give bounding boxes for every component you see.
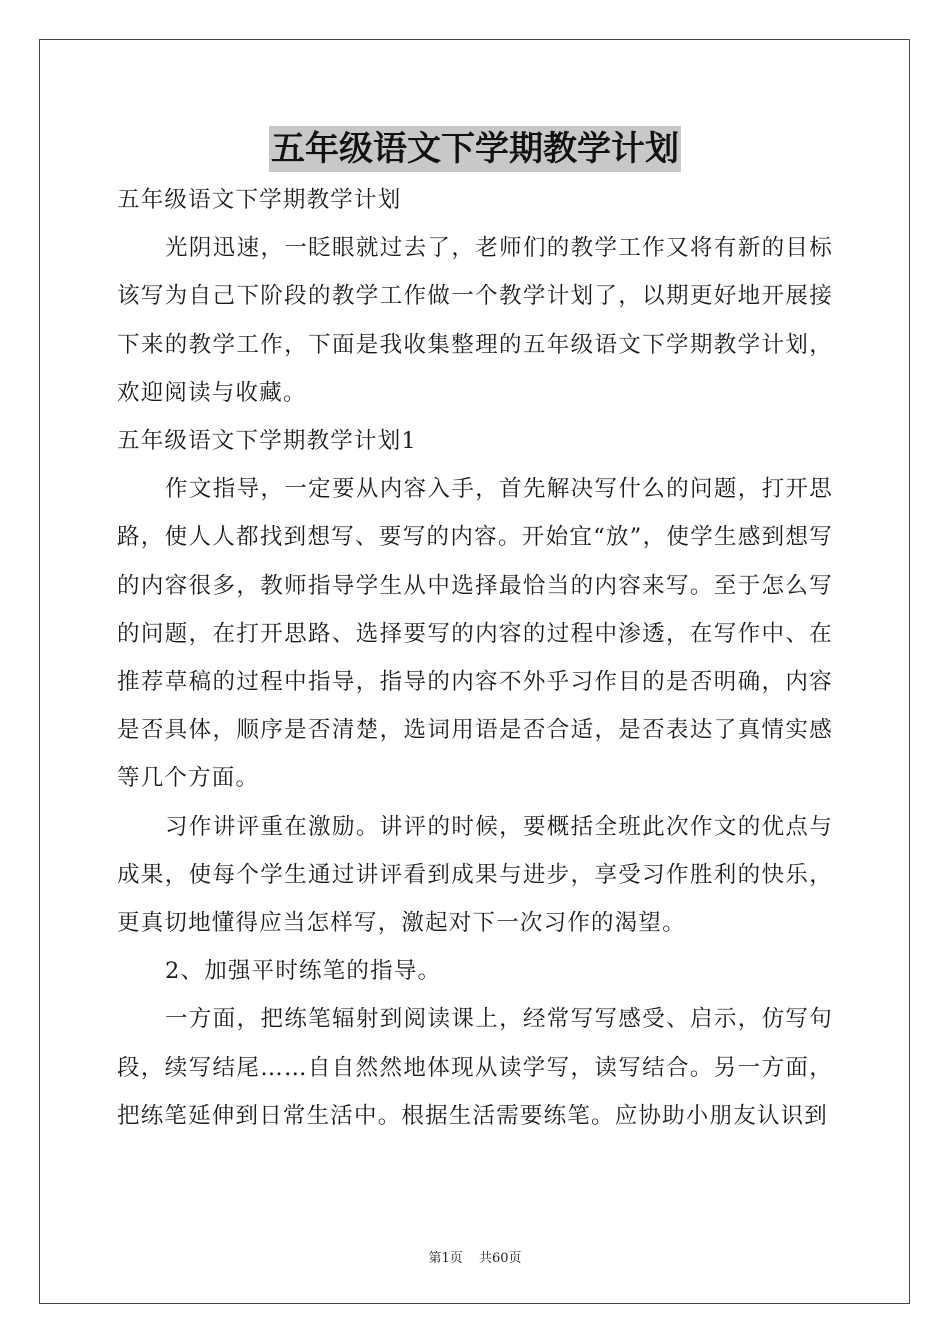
paragraph: 2、加强平时练笔的指导。 [165,958,442,985]
paragraph: 光阴迅速，一眨眼就过去了，老师们的教学工作又将有新的目标该写为自己下阶段的教学工作做一个教学计划了，以期更好地开展接下来的教学工作，下面是我收集整理的五年级语文下学期教学计划，欢迎阅读与收藏。 [117,235,833,406]
paragraph: 一方面，把练笔辐射到阅读课上，经常写写感受、启示，仿写句段，续写结尾……自自然然地体现从读学写，读写结合。另一方面，把练笔延伸到日常生活中。根据生活需要练笔。应协助小朋友认识到 [117,1006,833,1129]
document-body [117,176,833,1140]
paragraph: 作文指导，一定要从内容入手，首先解决写什么的问题，打开思路，使人人都找到想写、要写的内容。开始宜“放”，使学生感到想写的内容很多，教师指导学生从中选择最恰当的内容来写。至于怎么写的问题，在打开思路、选择要写的内容的过程中渗透，在写作中、在推荐草稿的过程中指导，指导的内容不外乎习作目的是否明确，内容是否具体，顺序是否清楚，选词用语是否合适，是否表达了真情实感等几个方面。 [117,476,833,792]
page-number: 第1页 [428,1251,463,1266]
title-container [0,126,950,172]
document-title: 五年级语文下学期教学计划 [269,126,681,172]
paragraph: 五年级语文下学期教学计划1 [117,428,417,455]
page-total: 共60页 [478,1251,522,1266]
paragraph: 五年级语文下学期教学计划 [117,187,402,213]
page-footer [0,1247,950,1266]
paragraph: 习作讲评重在激励。讲评的时候，要概括全班此次作文的优点与成果，使每个学生通过讲评看到成果与进步，享受习作胜利的快乐，更真切地懂得应当怎样写，激起对下一次习作的渴望。 [117,813,833,937]
